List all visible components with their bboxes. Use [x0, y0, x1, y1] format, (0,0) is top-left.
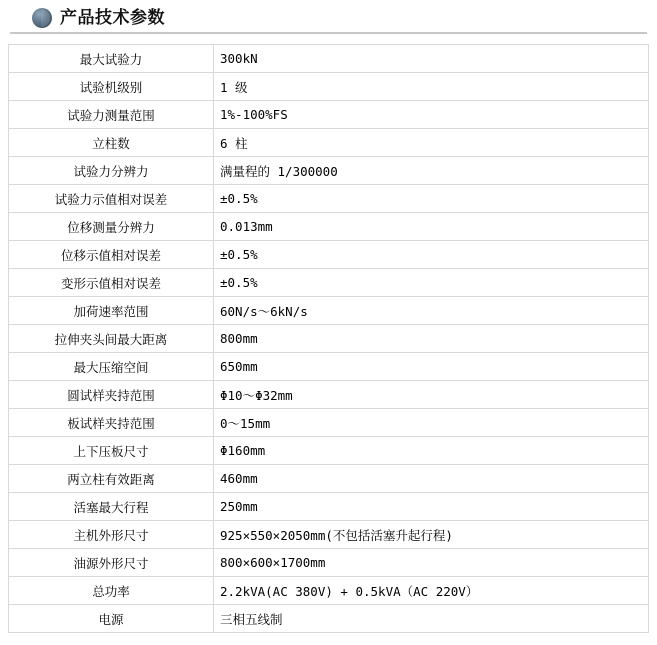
table-row [9, 73, 649, 101]
spec-table-body [9, 45, 649, 633]
spec-label: 两立柱有效距离 [9, 465, 214, 493]
spec-value: 60N/s～6kN/s [214, 297, 649, 325]
table-row [9, 129, 649, 157]
spec-table [8, 44, 649, 633]
spec-value: Φ10～Φ32mm [214, 381, 649, 409]
table-row [9, 353, 649, 381]
spec-label: 试验力分辨力 [9, 157, 214, 185]
table-row [9, 269, 649, 297]
spec-value: 0～15mm [214, 409, 649, 437]
spec-value: 6 柱 [214, 129, 649, 157]
spec-value: 2.2kVA(AC 380V) + 0.5kVA（AC 220V） [214, 577, 649, 605]
table-row [9, 45, 649, 73]
table-row [9, 101, 649, 129]
spec-label: 油源外形尺寸 [9, 549, 214, 577]
spec-value: Φ160mm [214, 437, 649, 465]
spec-value: 800×600×1700mm [214, 549, 649, 577]
table-row [9, 549, 649, 577]
sphere-bullet-icon [32, 8, 52, 28]
table-row [9, 241, 649, 269]
table-row [9, 437, 649, 465]
spec-label: 圆试样夹持范围 [9, 381, 214, 409]
table-row [9, 577, 649, 605]
spec-value: 满量程的 1/300000 [214, 157, 649, 185]
table-row [9, 325, 649, 353]
spec-label: 立柱数 [9, 129, 214, 157]
spec-value: ±0.5% [214, 269, 649, 297]
spec-value: 0.013mm [214, 213, 649, 241]
spec-label: 位移示值相对误差 [9, 241, 214, 269]
spec-value: 1%-100%FS [214, 101, 649, 129]
spec-value: 三相五线制 [214, 605, 649, 633]
spec-label: 总功率 [9, 577, 214, 605]
spec-label: 加荷速率范围 [9, 297, 214, 325]
table-row [9, 521, 649, 549]
spec-value: ±0.5% [214, 185, 649, 213]
spec-label: 位移测量分辨力 [9, 213, 214, 241]
page-title: 产品技术参数 [60, 8, 165, 27]
spec-label: 电源 [9, 605, 214, 633]
spec-value: 460mm [214, 465, 649, 493]
spec-label: 试验机级别 [9, 73, 214, 101]
spec-value: 650mm [214, 353, 649, 381]
page-header [10, 0, 647, 34]
table-row [9, 185, 649, 213]
spec-label: 试验力示值相对误差 [9, 185, 214, 213]
spec-label: 活塞最大行程 [9, 493, 214, 521]
spec-value: 300kN [214, 45, 649, 73]
spec-label: 板试样夹持范围 [9, 409, 214, 437]
spec-label: 变形示值相对误差 [9, 269, 214, 297]
table-row [9, 409, 649, 437]
spec-label: 试验力测量范围 [9, 101, 214, 129]
table-row [9, 297, 649, 325]
spec-value: 800mm [214, 325, 649, 353]
table-row [9, 605, 649, 633]
spec-value: 250mm [214, 493, 649, 521]
spec-label: 最大试验力 [9, 45, 214, 73]
spec-value: ±0.5% [214, 241, 649, 269]
spec-label: 拉伸夹头间最大距离 [9, 325, 214, 353]
spec-value: 1 级 [214, 73, 649, 101]
table-row [9, 213, 649, 241]
spec-value: 925×550×2050mm(不包括活塞升起行程) [214, 521, 649, 549]
table-row [9, 157, 649, 185]
spec-label: 主机外形尺寸 [9, 521, 214, 549]
table-row [9, 493, 649, 521]
spec-label: 最大压缩空间 [9, 353, 214, 381]
table-row [9, 381, 649, 409]
table-row [9, 465, 649, 493]
spec-label: 上下压板尺寸 [9, 437, 214, 465]
spec-table-wrapper [0, 34, 657, 633]
